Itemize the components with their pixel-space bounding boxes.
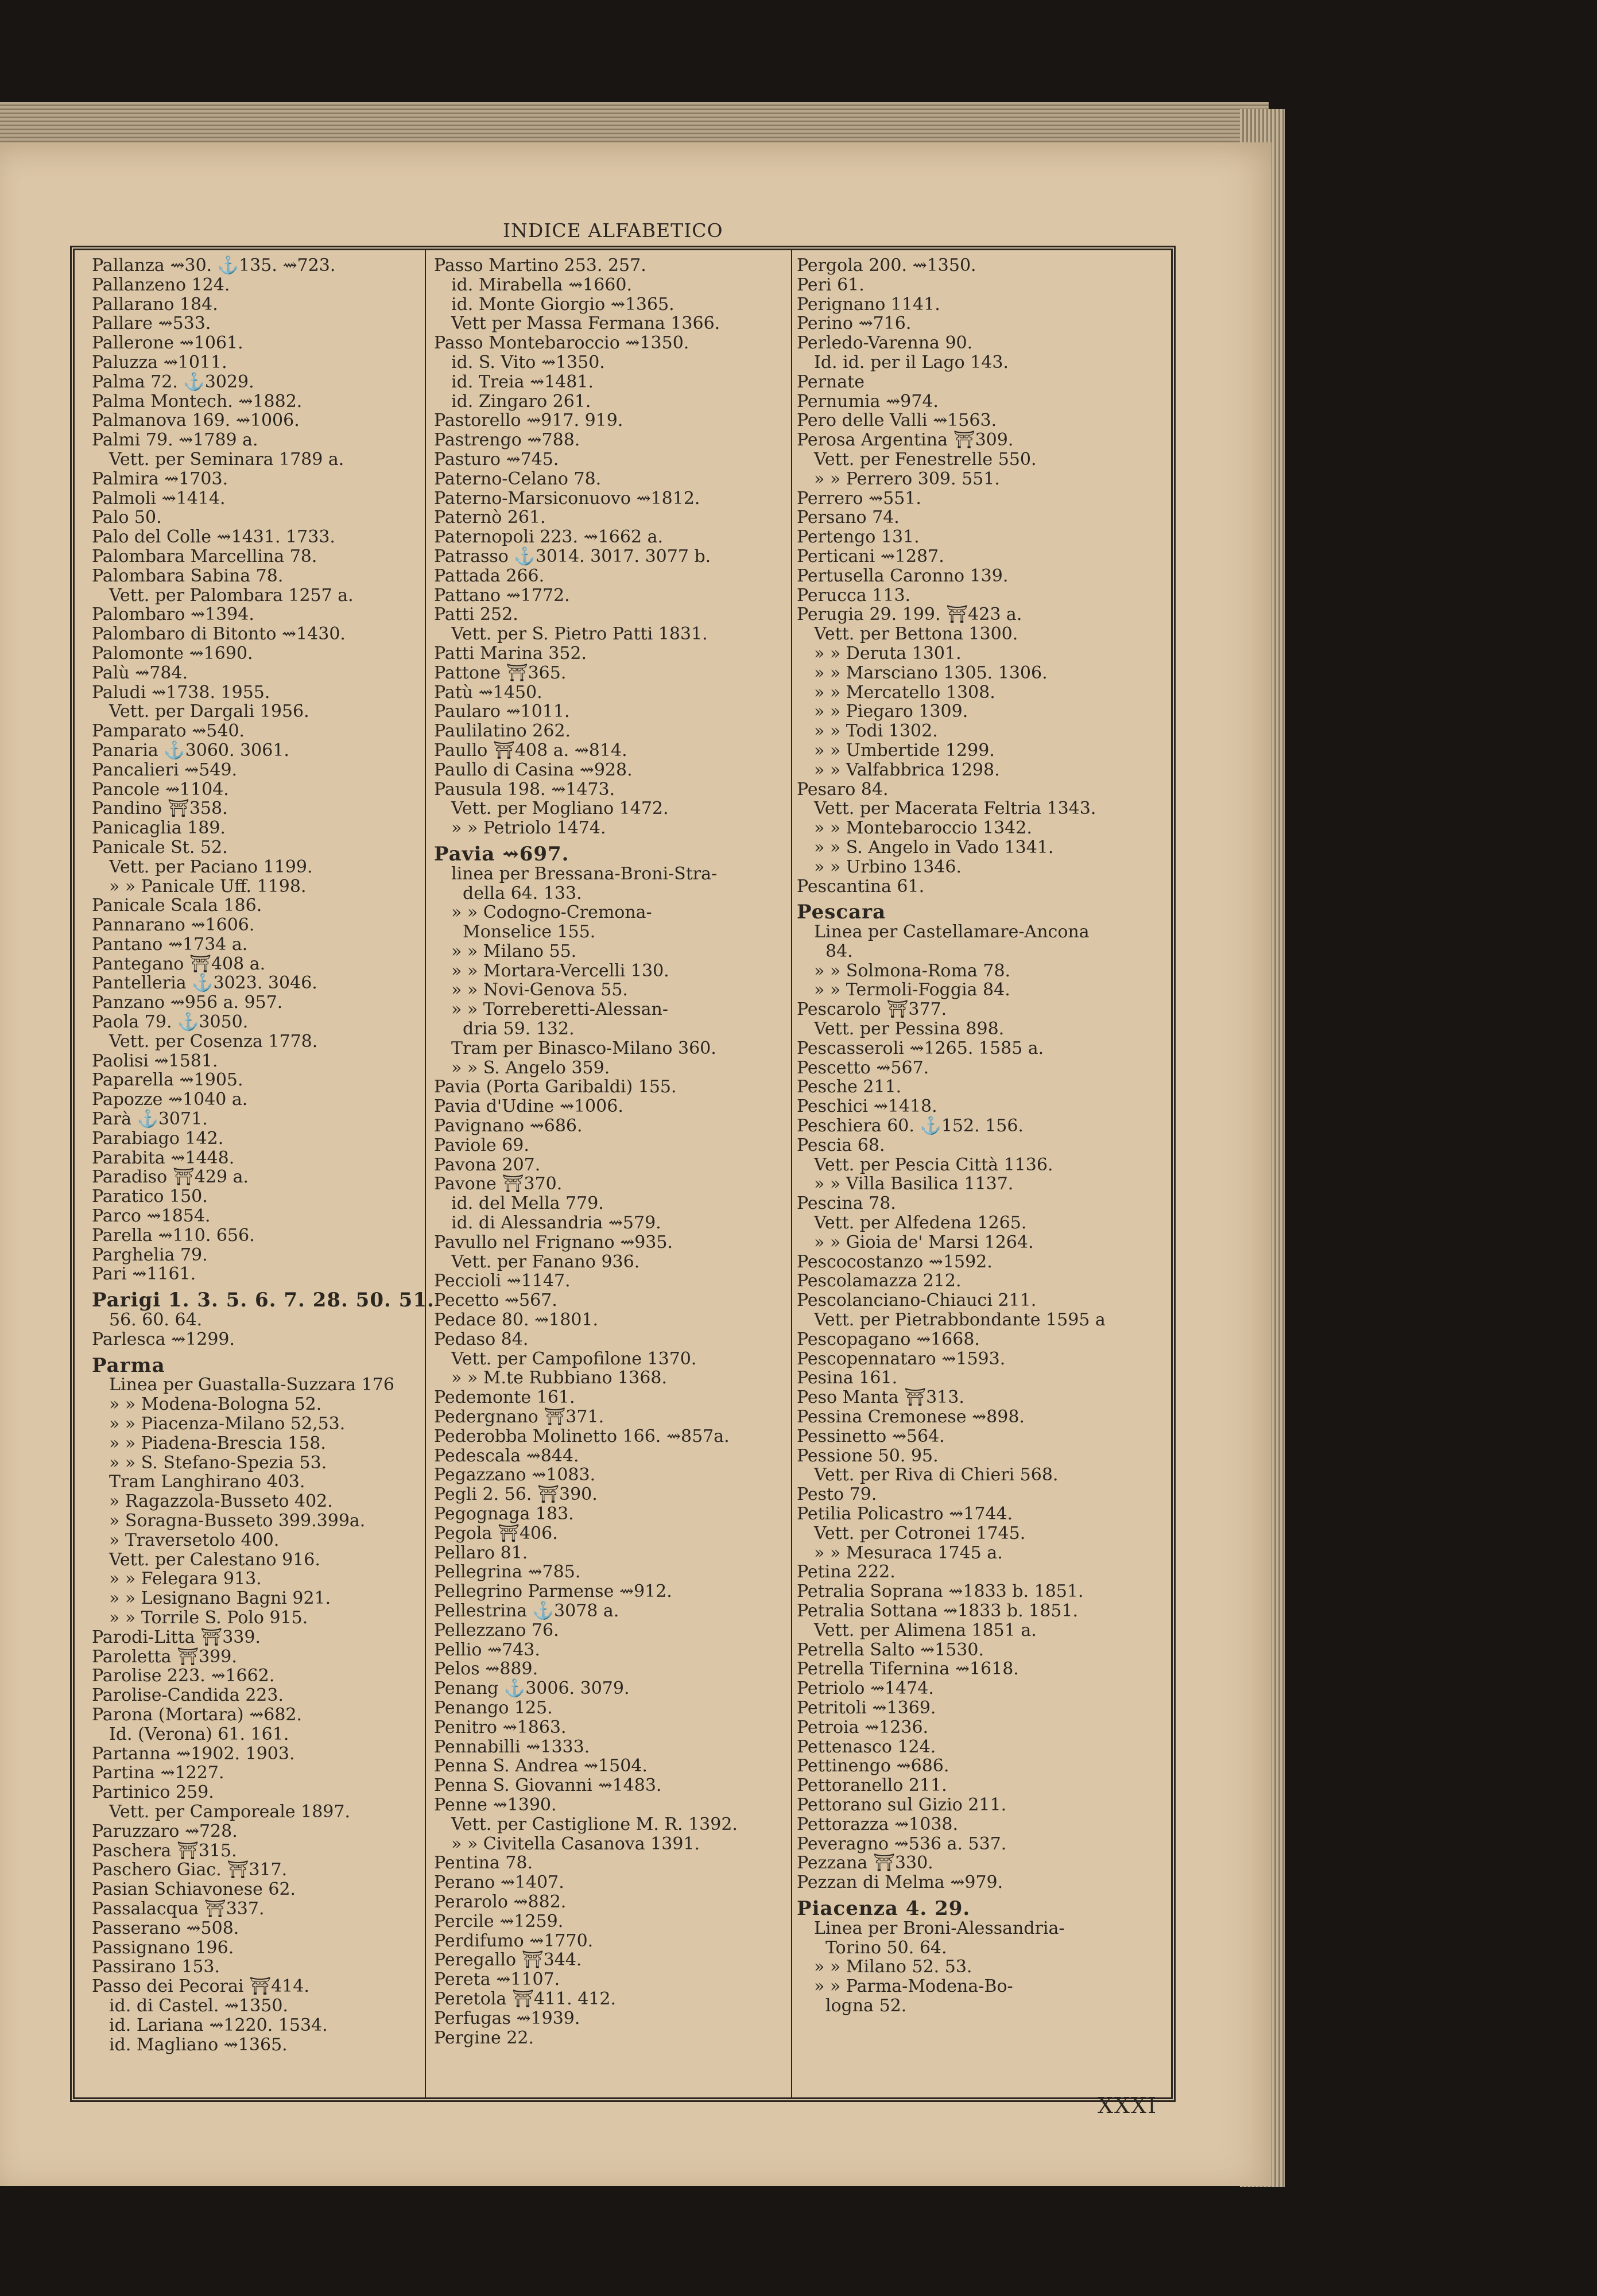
index-entry: Linea per Castellamare-Ancona	[814, 922, 1090, 943]
index-entry: Vett. per Seminara 1789 a.	[109, 449, 344, 470]
index-entry: Vett per Massa Fermana 1366.	[451, 313, 720, 334]
index-entry: Penne ⇝1390.	[434, 1794, 557, 1815]
index-entry: Pessina Cremonese ⇝898.	[797, 1407, 1025, 1428]
index-entry: Passerano ⇝508.	[92, 1918, 239, 1938]
index-entry: Peretola ⛩411. 412.	[434, 1988, 617, 2009]
index-entry: Vett. per Cosenza 1778.	[109, 1031, 318, 1052]
index-entry: Monselice 155.	[463, 922, 596, 943]
index-entry: Pessinetto ⇝564.	[797, 1426, 945, 1446]
index-entry: Pattada 266.	[434, 565, 545, 586]
index-entry: Pezzan di Melma ⇝979.	[797, 1872, 1003, 1893]
index-entry: Id. id. per il Lago 143.	[814, 352, 1009, 373]
index-entry: Paternò 261.	[434, 507, 546, 528]
index-entry: Palmanova 169. ⇝1006.	[92, 410, 300, 431]
index-entry: » » S. Angelo 359.	[451, 1057, 610, 1078]
column-separator	[791, 250, 792, 2097]
index-entry: Pettorazza ⇝1038.	[797, 1814, 959, 1835]
index-entry: Vett. per Calestano 916.	[109, 1549, 320, 1570]
index-entry: Palmoli ⇝1414.	[92, 488, 226, 509]
index-entry: » » Felegara 913.	[109, 1569, 262, 1589]
index-entry: Pasian Schiavonese 62.	[92, 1879, 296, 1900]
index-frame	[70, 246, 1176, 2102]
index-entry: Pellaro 81.	[434, 1542, 528, 1563]
index-entry: dria 59. 132.	[463, 1019, 575, 1040]
index-entry: » Soragna-Busseto 399.399a.	[109, 1511, 366, 1531]
index-entry: Parco ⇝1854.	[92, 1206, 211, 1227]
index-entry: Pesche 211.	[797, 1077, 902, 1097]
index-entry: Pesto 79.	[797, 1484, 877, 1505]
index-entry: Parlesca ⇝1299.	[92, 1329, 235, 1349]
index-entry: Pallarano 184.	[92, 294, 218, 315]
index-entry: Pereta ⇝1107.	[434, 1969, 560, 1990]
index-entry: » » Piadena-Brescia 158.	[109, 1433, 326, 1453]
index-entry: » » Modena-Bologna 52.	[109, 1394, 322, 1415]
index-entry: Partanna ⇝1902. 1903.	[92, 1743, 295, 1764]
index-entry: Perugia 29. 199. ⛩423 a.	[797, 604, 1022, 625]
index-entry: Pancalieri ⇝549.	[92, 759, 238, 780]
index-entry: Pavignano ⇝686.	[434, 1116, 583, 1137]
index-entry: Pattone ⛩365.	[434, 662, 567, 683]
index-entry: Patti Marina 352.	[434, 643, 587, 664]
index-entry: Parella ⇝110. 656.	[92, 1225, 255, 1246]
index-entry: Vett. per Riva di Chieri 568.	[814, 1465, 1059, 1486]
index-entry: » » Milano 55.	[451, 941, 577, 961]
index-entry: » » Deruta 1301.	[814, 643, 962, 664]
index-entry: Pandino ⛩358.	[92, 798, 228, 819]
index-entry: Vett. per Macerata Feltria 1343.	[814, 798, 1096, 819]
index-entry: » » Parma-Modena-Bo-	[814, 1976, 1013, 1997]
index-entry: Pallanzeno 124.	[92, 274, 230, 295]
index-entry: Paullo di Casina ⇝928.	[434, 759, 633, 780]
index-entry: » » S. Angelo in Vado 1341.	[814, 837, 1054, 858]
index-entry: Pavia ⇝697.	[434, 842, 569, 866]
index-entry: Vett. per Campofilone 1370.	[451, 1348, 697, 1369]
index-entry: id. Mirabella ⇝1660.	[451, 274, 632, 295]
page-number: XXXI	[1098, 2093, 1158, 2118]
index-entry: Pedergnano ⛩371.	[434, 1407, 604, 1428]
index-entry: Perticani ⇝1287.	[797, 546, 944, 567]
index-entry: Id. (Verona) 61. 161.	[109, 1724, 289, 1744]
index-entry: » » Termoli-Foggia 84.	[814, 980, 1010, 1000]
index-entry: Vett. per Pietrabbondante 1595 a	[814, 1310, 1106, 1331]
index-entry: Penna S. Giovanni ⇝1483.	[434, 1775, 662, 1796]
index-entry: Pallare ⇝533.	[92, 313, 211, 334]
index-entry: Vett. per Castiglione M. R. 1392.	[451, 1814, 738, 1835]
index-entry: Pergola 200. ⇝1350.	[797, 255, 976, 276]
index-entry: Palma 72. ⚓3029.	[92, 371, 254, 392]
index-entry: Pavia d'Udine ⇝1006.	[434, 1096, 623, 1117]
index-entry: Passo Montebaroccio ⇝1350.	[434, 333, 689, 354]
index-entry: Parolise-Candida 223.	[92, 1685, 284, 1706]
index-entry: Pederobba Molinetto 166. ⇝857a.	[434, 1426, 730, 1446]
index-entry: Patù ⇝1450.	[434, 682, 542, 703]
index-entry: Pavullo nel Frignano ⇝935.	[434, 1232, 673, 1252]
index-entry: Paratico 150.	[92, 1186, 208, 1207]
index-entry: Petrella Salto ⇝1530.	[797, 1639, 984, 1660]
index-entry: Pegazzano ⇝1083.	[434, 1465, 596, 1486]
index-entry: Peschiera 60. ⚓152. 156.	[797, 1116, 1024, 1137]
index-entry: Pavona 207.	[434, 1154, 541, 1175]
index-entry: id. S. Vito ⇝1350.	[451, 352, 605, 373]
index-entry: Paroletta ⛩399.	[92, 1646, 237, 1667]
index-entry: Pasturo ⇝745.	[434, 449, 559, 470]
index-entry: Pavone ⛩370.	[434, 1174, 563, 1194]
index-entry: Percile ⇝1259.	[434, 1911, 564, 1932]
index-entry: Peri 61.	[797, 274, 865, 295]
index-entry: Pesina 161.	[797, 1368, 898, 1389]
index-entry: Parabiago 142.	[92, 1128, 224, 1149]
index-entry: Torino 50. 64.	[825, 1937, 947, 1958]
index-entry: Petralia Sottana ⇝1833 b. 1851.	[797, 1600, 1079, 1621]
index-entry: » » Mortara-Vercelli 130.	[451, 960, 669, 981]
index-entry: Palombara Marcellina 78.	[92, 546, 317, 567]
index-entry: Vett. per Cotronei 1745.	[814, 1523, 1026, 1543]
index-entry: Paterno-Celano 78.	[434, 468, 602, 489]
index-entry: Pantano ⇝1734 a.	[92, 934, 248, 955]
index-entry: Pavia (Porta Garibaldi) 155.	[434, 1077, 677, 1097]
index-entry: Vett. per Fanano 936.	[451, 1251, 640, 1272]
index-entry: Pero delle Valli ⇝1563.	[797, 410, 997, 431]
index-entry: linea per Bressana-Broni-Stra-	[451, 863, 718, 884]
index-entry: Passo Martino 253. 257.	[434, 255, 646, 276]
index-entry: Pallanza ⇝30. ⚓135. ⇝723.	[92, 255, 336, 276]
index-entry: Partinico 259.	[92, 1782, 214, 1803]
index-entry: Peccioli ⇝1147.	[434, 1271, 571, 1292]
index-column-3	[797, 256, 1164, 2093]
index-entry: Partina ⇝1227.	[92, 1763, 224, 1783]
index-entry: Paschero Giac. ⛩317.	[92, 1860, 288, 1880]
index-entry: Pegola ⛩406.	[434, 1523, 558, 1543]
index-entry: Pescolamazza 212.	[797, 1271, 962, 1292]
index-entry: Pattano ⇝1772.	[434, 585, 570, 606]
index-entry: Vett. per Alimena 1851 a.	[814, 1620, 1037, 1640]
book-page	[0, 142, 1272, 2186]
index-entry: Pescetto ⇝567.	[797, 1057, 929, 1078]
index-entry: Pettoranello 211.	[797, 1775, 947, 1796]
index-entry: Passignano 196.	[92, 1937, 234, 1958]
index-entry: Pergine 22.	[434, 2027, 534, 2048]
index-entry: Pedescala ⇝844.	[434, 1445, 579, 1466]
index-entry: Pegli 2. 56. ⛩390.	[434, 1484, 598, 1505]
index-entry: Parà ⚓3071.	[92, 1109, 208, 1130]
index-entry: Pantegano ⛩408 a.	[92, 953, 266, 974]
index-entry: Parabita ⇝1448.	[92, 1147, 235, 1168]
index-entry: id. di Alessandria ⇝579.	[451, 1213, 661, 1234]
index-entry: Palombaro di Bitonto ⇝1430.	[92, 624, 346, 645]
index-entry: Pesaro 84.	[797, 779, 889, 800]
index-entry: Palombara Sabina 78.	[92, 565, 284, 586]
index-entry: Piacenza 4. 29.	[797, 1896, 971, 1920]
index-entry: Pescarolo ⛩377.	[797, 999, 947, 1020]
index-entry: id. Treia ⇝1481.	[451, 371, 594, 392]
index-entry: Parigi 1. 3. 5. 6. 7. 28. 50. 51.	[92, 1289, 435, 1312]
index-entry: Pescia 68.	[797, 1135, 885, 1155]
index-entry: Penna S. Andrea ⇝1504.	[434, 1756, 648, 1777]
index-entry: Penitro ⇝1863.	[434, 1717, 567, 1737]
index-entry: Vett. per Mogliano 1472.	[451, 798, 669, 819]
index-entry: Peregallo ⛩344.	[434, 1950, 582, 1971]
index-entry: Pellezzano 76.	[434, 1620, 559, 1640]
index-entry: 84.	[825, 941, 853, 961]
index-entry: 56. 60. 64.	[109, 1310, 203, 1331]
index-entry: Pescantina 61.	[797, 876, 925, 897]
index-entry: Pedace 80. ⇝1801.	[434, 1310, 599, 1331]
index-entry: Pescina 78.	[797, 1193, 896, 1214]
index-entry: Linea per Guastalla-Suzzara 176	[109, 1375, 394, 1395]
index-entry: » » Piacenza-Milano 52,53.	[109, 1414, 346, 1434]
index-entry: Panicaglia 189.	[92, 818, 226, 839]
index-entry: Palmi 79. ⇝1789 a.	[92, 430, 258, 451]
index-entry: Vett. per Bettona 1300.	[814, 624, 1018, 645]
index-entry: Pertusella Caronno 139.	[797, 565, 1009, 586]
index-entry: Petriolo ⇝1474.	[797, 1678, 934, 1699]
index-entry: Pegognaga 183.	[434, 1504, 574, 1524]
column-separator	[425, 250, 426, 2097]
index-entry: Patti 252.	[434, 604, 518, 625]
index-entry: Pannarano ⇝1606.	[92, 915, 255, 936]
index-entry: Papozze ⇝1040 a.	[92, 1089, 248, 1110]
index-entry: Paterno-Marsiconuovo ⇝1812.	[434, 488, 700, 509]
index-entry: Palo 50.	[92, 507, 162, 528]
index-entry: Persano 74.	[797, 507, 900, 528]
index-entry: » » S. Stefano-Spezia 53.	[109, 1452, 327, 1473]
index-entry: Petritoli ⇝1369.	[797, 1697, 936, 1718]
index-entry: Linea per Broni-Alessandria-	[814, 1918, 1065, 1938]
index-entry: » » Marsciano 1305. 1306.	[814, 662, 1048, 683]
index-entry: Perignano 1141.	[797, 294, 940, 315]
index-entry: Perarolo ⇝882.	[434, 1891, 567, 1912]
index-entry: Pernumia ⇝974.	[797, 391, 939, 412]
index-entry: Pastorello ⇝917. 919.	[434, 410, 623, 431]
index-entry: Palmira ⇝1703.	[92, 468, 228, 489]
index-entry: Perrero ⇝551.	[797, 488, 921, 509]
index-entry: Pari ⇝1161.	[92, 1264, 196, 1285]
index-entry: Pancole ⇝1104.	[92, 779, 229, 800]
index-entry: » » Umbertide 1299.	[814, 740, 995, 761]
index-column-1	[92, 255, 435, 2093]
index-entry: Vett. per Alfedena 1265.	[814, 1213, 1027, 1234]
index-entry: Pezzana ⛩330.	[797, 1853, 933, 1874]
index-entry: Pescopagano ⇝1668.	[797, 1329, 980, 1349]
index-entry: Pernate	[797, 371, 865, 392]
index-entry: Perucca 113.	[797, 585, 911, 606]
index-entry: id. del Mella 779.	[451, 1193, 604, 1214]
index-entry: Perledo-Varenna 90.	[797, 333, 973, 354]
index-entry: Palo del Colle ⇝1431. 1733.	[92, 527, 335, 548]
index-entry: Passirano 153.	[92, 1957, 220, 1977]
index-entry: » » M.te Rubbiano 1368.	[451, 1368, 667, 1389]
index-entry: Palù ⇝784.	[92, 662, 188, 683]
index-entry: Pentina 78.	[434, 1853, 533, 1874]
index-entry: » » Milano 52. 53.	[814, 1957, 972, 1977]
index-entry: Pescolanciano-Chiauci 211.	[797, 1290, 1037, 1311]
index-entry: Vett. per Pescia Città 1136.	[814, 1154, 1053, 1175]
index-entry: Pellestrina ⚓3078 a.	[434, 1600, 619, 1621]
index-entry: Vett. per Camporeale 1897.	[109, 1801, 350, 1822]
index-entry: Pellegrino Parmense ⇝912.	[434, 1581, 672, 1602]
index-entry: Passo dei Pecorai ⛩414.	[92, 1976, 309, 1997]
index-entry: » » Todi 1302.	[814, 721, 938, 742]
page-stack-top	[0, 102, 1269, 148]
index-entry: Peso Manta ⛩313.	[797, 1387, 964, 1408]
index-entry: Vett. per Dargali 1956.	[109, 701, 309, 722]
index-entry: Panzano ⇝956 a. 957.	[92, 992, 283, 1013]
index-entry: Peveragno ⇝536 a. 537.	[797, 1833, 1007, 1854]
index-entry: Pamparato ⇝540.	[92, 721, 245, 742]
index-entry: Paschera ⛩315.	[92, 1840, 237, 1861]
index-entry: Pescopennataro ⇝1593.	[797, 1348, 1006, 1369]
index-entry: Petrella Tifernina ⇝1618.	[797, 1659, 1019, 1680]
index-entry: Pellegrina ⇝785.	[434, 1562, 581, 1583]
index-entry: Paluzza ⇝1011.	[92, 352, 227, 373]
index-entry: Vett. per Pessina 898.	[814, 1019, 1005, 1040]
index-entry: della 64. 133.	[463, 883, 582, 903]
index-entry: Paruzzaro ⇝728.	[92, 1821, 238, 1841]
index-entry: Petina 222.	[797, 1562, 896, 1583]
index-entry: Pescasseroli ⇝1265. 1585 a.	[797, 1038, 1044, 1058]
index-entry: Petroia ⇝1236.	[797, 1717, 929, 1737]
index-entry: Parona (Mortara) ⇝682.	[92, 1704, 303, 1725]
index-entry: Paulilatino 262.	[434, 721, 571, 742]
index-entry: » » Solmona-Roma 78.	[814, 960, 1011, 981]
index-entry: Pertengo 131.	[797, 527, 920, 548]
index-entry: Parolise 223. ⇝1662.	[92, 1666, 275, 1686]
index-entry: Paparella ⇝1905.	[92, 1070, 243, 1091]
index-entry: Parghelia 79.	[92, 1244, 208, 1265]
running-head: INDICE ALFABETICO	[503, 219, 723, 242]
index-entry: Vett. per S. Pietro Patti 1831.	[451, 624, 708, 645]
index-entry: » » Lesignano Bagni 921.	[109, 1588, 331, 1609]
index-entry: » Ragazzola-Busseto 402.	[109, 1491, 333, 1512]
index-entry: » » Montebaroccio 1342.	[814, 818, 1032, 839]
index-entry: Pettenasco 124.	[797, 1736, 936, 1757]
index-entry: Perfugas ⇝1939.	[434, 2008, 580, 2029]
index-entry: id. Monte Giorgio ⇝1365.	[451, 294, 675, 315]
index-entry: Pantelleria ⚓3023. 3046.	[92, 973, 317, 994]
index-entry: Petralia Soprana ⇝1833 b. 1851.	[797, 1581, 1084, 1602]
index-entry: » » Petriolo 1474.	[451, 818, 606, 839]
index-entry: » » Mercatello 1308.	[814, 682, 995, 703]
index-entry: Paullo ⛩408 a. ⇝814.	[434, 740, 627, 761]
index-column-2	[434, 256, 790, 2093]
index-entry: Pescocostanzo ⇝1592.	[797, 1251, 993, 1272]
index-entry: Patrasso ⚓3014. 3017. 3077 b.	[434, 546, 711, 567]
index-entry: Vett. per Fenestrelle 550.	[814, 449, 1037, 470]
index-entry: » » Perrero 309. 551.	[814, 468, 1000, 489]
index-entry: Perosa Argentina ⛩309.	[797, 430, 1014, 451]
index-entry: Pelos ⇝889.	[434, 1659, 538, 1680]
index-entry: Pastrengo ⇝788.	[434, 430, 580, 451]
index-entry: » Traversetolo 400.	[109, 1530, 280, 1550]
index-entry: Panicale Scala 186.	[92, 895, 262, 916]
index-entry: Tram per Binasco-Milano 360.	[451, 1038, 716, 1058]
index-entry: Pettorano sul Gizio 211.	[797, 1794, 1007, 1815]
index-entry: Paviole 69.	[434, 1135, 529, 1155]
index-entry: Pedaso 84.	[434, 1329, 529, 1349]
index-entry: Passalacqua ⛩337.	[92, 1898, 265, 1919]
index-entry: » » Mesuraca 1745 a.	[814, 1542, 1003, 1563]
index-entry: » » Urbino 1346.	[814, 856, 962, 877]
index-entry: Paola 79. ⚓3050.	[92, 1012, 249, 1033]
index-entry: Perino ⇝716.	[797, 313, 912, 334]
index-entry: Pecetto ⇝567.	[434, 1290, 557, 1311]
index-entry: logna 52.	[825, 1995, 907, 2016]
index-entry: Paludi ⇝1738. 1955.	[92, 682, 270, 703]
index-entry: Vett. per Palombara 1257 a.	[109, 585, 354, 606]
index-entry: » » Codogno-Cremona-	[451, 902, 652, 923]
index-entry: » » Torreberetti-Alessan-	[451, 999, 669, 1020]
index-entry: Penango 125.	[434, 1697, 553, 1718]
index-entry: » » Villa Basilica 1137.	[814, 1174, 1014, 1194]
index-entry: Pennabilli ⇝1333.	[434, 1736, 590, 1757]
index-entry: Petilia Policastro ⇝1744.	[797, 1504, 1013, 1524]
index-entry: Perano ⇝1407.	[434, 1872, 564, 1893]
index-entry: Penang ⚓3006. 3079.	[434, 1678, 630, 1699]
index-entry: id. Magliano ⇝1365.	[109, 2034, 288, 2055]
index-entry: Pettinengo ⇝686.	[797, 1756, 949, 1777]
index-entry: Paternopoli 223. ⇝1662 a.	[434, 527, 664, 548]
index-entry: Paradiso ⛩429 a.	[92, 1167, 249, 1188]
index-entry: Pallerone ⇝1061.	[92, 333, 243, 354]
index-entry: » » Novi-Genova 55.	[451, 980, 628, 1000]
index-entry: Tram Langhirano 403.	[109, 1472, 305, 1492]
index-entry: Peschici ⇝1418.	[797, 1096, 937, 1117]
index-entry: Panaria ⚓3060. 3061.	[92, 740, 289, 761]
index-entry: Palomonte ⇝1690.	[92, 643, 253, 664]
index-entry: » » Valfabbrica 1298.	[814, 759, 1000, 780]
index-entry: » » Gioia de' Marsi 1264.	[814, 1232, 1034, 1252]
index-entry: Palombaro ⇝1394.	[92, 604, 254, 625]
index-entry: Vett. per Paciano 1199.	[109, 856, 313, 877]
index-entry: Paularo ⇝1011.	[434, 701, 570, 722]
index-entry: Paolisi ⇝1581.	[92, 1050, 218, 1071]
index-entry: » » Civitella Casanova 1391.	[451, 1833, 700, 1854]
index-entry: Pessione 50. 95.	[797, 1445, 939, 1466]
index-entry: id. Lariana ⇝1220. 1534.	[109, 2015, 328, 2035]
index-entry: Perdifumo ⇝1770.	[434, 1930, 594, 1951]
index-entry: » » Panicale Uff. 1198.	[109, 876, 307, 897]
index-entry: » » Piegaro 1309.	[814, 701, 968, 722]
index-entry: Pescara	[797, 901, 886, 924]
index-entry: Pellio ⇝743.	[434, 1639, 540, 1660]
index-entry: » » Torrile S. Polo 915.	[109, 1607, 308, 1628]
index-entry: Pausula 198. ⇝1473.	[434, 779, 615, 800]
index-entry: Parma	[92, 1353, 165, 1377]
index-entry: id. Zingaro 261.	[451, 391, 591, 412]
index-entry: Panicale St. 52.	[92, 837, 228, 858]
index-entry: Parodi-Litta ⛩339.	[92, 1627, 261, 1647]
index-entry: Palma Montech. ⇝1882.	[92, 391, 303, 412]
index-entry: Pedemonte 161.	[434, 1387, 575, 1408]
index-entry: id. di Castel. ⇝1350.	[109, 1995, 288, 2016]
